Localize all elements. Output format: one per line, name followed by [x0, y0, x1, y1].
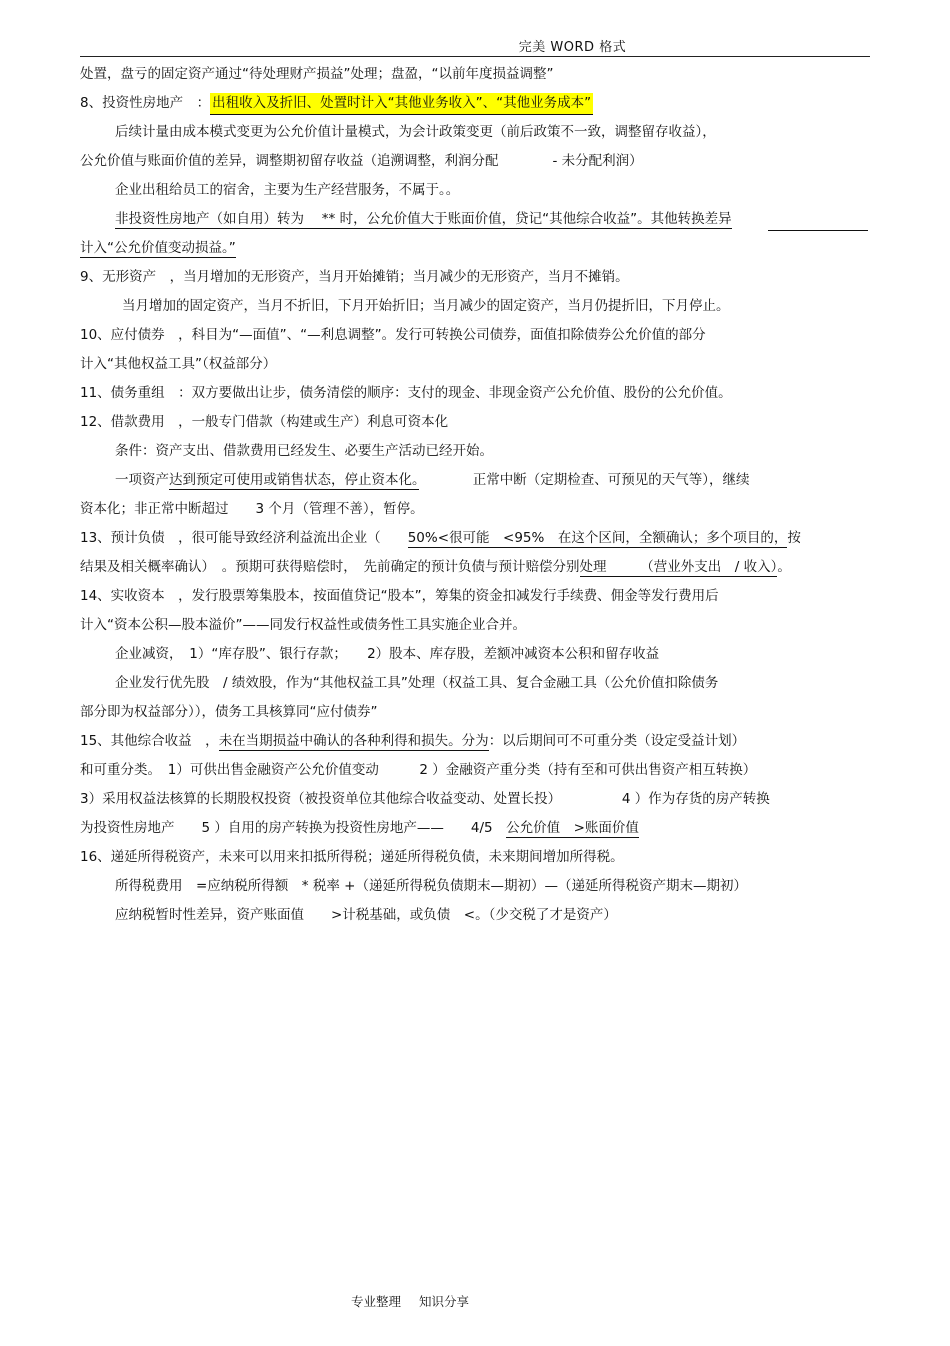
- text-line: [80, 557, 791, 577]
- text-segment: 一项资产: [115, 472, 169, 488]
- text-line-provisions: [80, 528, 801, 548]
- text-line: 计入“其他权益工具”（权益部分）: [80, 356, 277, 372]
- text-line: 资本化；非正常中断超过 3 个月（管理不善），暂停。: [80, 501, 424, 517]
- underlined-text: 达到预定可使用或销售状态，停止资本化。: [169, 472, 419, 488]
- text-line: 所得税费用 =应纳税所得额 * 税率 +（递延所得税负债期末—期初）—（递延所得税资产期末—期初）: [115, 878, 747, 894]
- text-line-investment-property: [80, 93, 593, 113]
- underlined-text: 未在当期损益中确认的各种利得和损失。分为: [218, 733, 489, 749]
- text-segment: 15、其他综合收益 ，: [80, 733, 219, 749]
- highlighted-text: 出租收入及折旧、处置时计入“其他业务收入”、“其他业务成本”: [210, 93, 593, 115]
- text-line: 3）采用权益法核算的长期股权投资（被投资单位其他综合收益变动、处置长投） 4 ）作为存货的房产转换: [80, 791, 770, 807]
- text-line: 后续计量由成本模式变更为公允价值计量模式，为会计政策变更（前后政策不一致，调整留存收益），: [115, 124, 716, 140]
- text-line: 处置，盘亏的固定资产通过“待处理财产损益”处理；盘盈，“以前年度损益调整”: [80, 66, 554, 82]
- page-header-title: 完美 WORD 格式: [518, 40, 627, 55]
- text-line: [115, 470, 750, 490]
- text-line: 企业出租给员工的宿舍，主要为生产经营服务，不属于。。: [115, 182, 460, 198]
- page-header-rule: [80, 56, 870, 57]
- text-line-oci: [80, 731, 745, 751]
- text-segment: 按: [787, 530, 801, 546]
- text-line: 应纳税暂时性差异，资产账面值 >计税基础，或负债 <。（少交税了才是资产）: [115, 907, 617, 923]
- underlined-text: 处理 （营业外支出 / 收入）: [579, 559, 778, 575]
- page-footer: 专业整理 知识分享: [351, 1294, 469, 1309]
- text-line: 公允价值与账面价值的差异，调整期初留存收益（追溯调整，利润分配 - 未分配利润）: [80, 153, 643, 169]
- text-line-bonds-payable: 10、应付债券 ，科目为“—面值”、“—利息调整”。发行可转换公司债券，面值扣除债券公允价值的部分: [80, 327, 706, 343]
- text-line: 计入“资本公积—股本溢价”——同发行权益性或债务性工具实施企业合并。: [80, 617, 526, 633]
- item-heading: 8、投资性房地产 ：: [80, 95, 211, 111]
- underlined-text: 计入“公允价值变动损益。”: [80, 240, 236, 256]
- text-line: 当月增加的固定资产，当月不折旧，下月开始折旧；当月减少的固定资产，当月仍提折旧，下月停止。: [122, 298, 730, 314]
- text-line-paid-in-capital: 14、实收资本 ，发行股票筹集股本，按面值贷记“股本”，筹集的资金扣减发行手续费、佣金等发行费用后: [80, 588, 719, 604]
- underlined-text: 50%<很可能 <95% 在这个区间，全额确认；多个项目的，: [407, 530, 788, 546]
- text-segment: 。: [777, 559, 791, 575]
- text-line: 和可重分类。 1）可供出售金融资产公允价值变动 2 ）金融资产重分类（持有至和可供出售资产相互转换）: [80, 762, 757, 778]
- text-line: 部分即为权益部分）），债务工具核算同“应付债券”: [80, 704, 378, 720]
- text-segment: ：以后期间可不可重分类（设定受益计划）: [488, 733, 746, 749]
- text-segment: 正常中断（定期检查、可预见的天气等），继续: [418, 472, 750, 488]
- text-line: [80, 238, 236, 258]
- text-segment: 13、预计负债 ，很可能导致经济利益流出企业（: [80, 530, 408, 546]
- text-line: 企业发行优先股 / 绩效股，作为“其他权益工具”处理（权益工具、复合金融工具（公允价值扣除债务: [115, 675, 719, 691]
- text-line: [115, 209, 732, 229]
- text-line: 企业减资， 1）“库存股”、银行存款； 2）股本、库存股，差额冲减资本公积和留存收益: [115, 646, 660, 662]
- text-segment: 结果及相关概率确认） 。预期可获得赔偿时， 先前确定的预计负债与预计赔偿分别: [80, 559, 580, 575]
- text-line: 条件：资产支出、借款费用已经发生、必要生产活动已经开始。: [115, 443, 493, 459]
- text-segment: 为投资性房地产 5 ）自用的房产转换为投资性房地产—— 4/5: [80, 820, 507, 836]
- text-line-intangible-assets: 9、无形资产 ，当月增加的无形资产，当月开始摊销；当月减少的无形资产，当月不摊销。: [80, 269, 629, 285]
- underline-rule: [768, 230, 868, 231]
- text-line-borrowing-costs: 12、借款费用 ，一般专门借款（构建或生产）利息可资本化: [80, 414, 449, 430]
- underlined-text: 公允价值 >账面价值: [506, 820, 639, 836]
- text-line-deferred-tax: 16、递延所得税资产，未来可以用来扣抵所得税；递延所得税负债，未来期间增加所得税。: [80, 849, 624, 865]
- text-line: [80, 818, 639, 838]
- text-line-debt-restructuring: 11、债务重组 ：双方要做出让步，债务清偿的顺序：支付的现金、非现金资产公允价值、股份的公允价值。: [80, 385, 732, 401]
- underlined-text: 非投资性房地产（如自用）转为 ** 时，公允价值大于账面价值，贷记“其他综合收益”。其他转换差异: [115, 211, 732, 227]
